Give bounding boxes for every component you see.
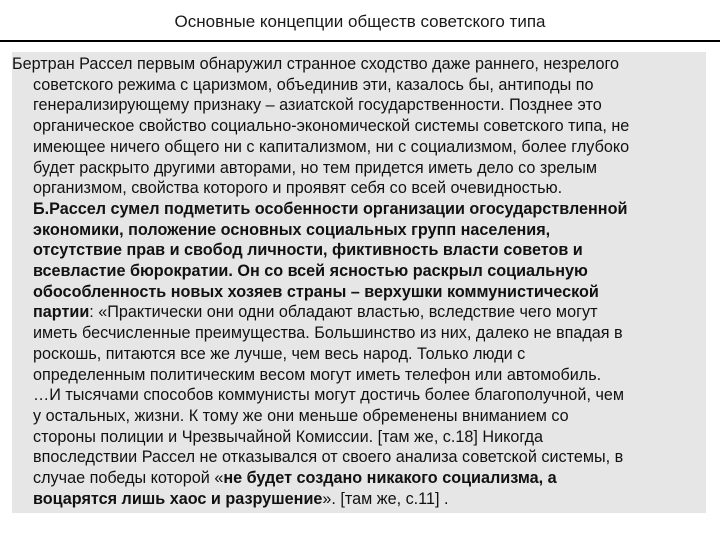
text-segment: генерализирующему признаку – азиатской государственности. Позднее это <box>33 96 602 115</box>
body-text <box>12 52 706 513</box>
text-line-22 <box>12 489 706 510</box>
text-line-7 <box>12 178 706 199</box>
text-segment: иметь бесчисленные преимущества. Большинство из них, далеко не впадая в <box>33 324 623 343</box>
title-divider <box>0 40 720 42</box>
text-line-2 <box>12 75 706 96</box>
bold-segment: обособленность новых хозяев страны – верхушки коммунистической <box>33 282 599 301</box>
text-line-18 <box>12 406 706 427</box>
text-line-3 <box>12 95 706 116</box>
text-line-6 <box>12 158 706 179</box>
text-segment: ». [там же, с.11] . <box>322 489 449 508</box>
text-segment: у остальных, жизни. К тому же они меньше обременены вниманием со <box>33 406 569 425</box>
text-line-13 <box>12 302 706 323</box>
text-line-4 <box>12 116 706 137</box>
text-segment: определенным политическим весом могут иметь телефон или автомобиль. <box>33 365 602 384</box>
text-segment: стороны полиции и Чрезвычайной Комиссии. [там же, с.18] Никогда <box>33 427 544 446</box>
text-segment: имеющее ничего общего ни с капитализмом, ни с социализмом, более глубоко <box>33 137 630 156</box>
text-line-8 <box>12 199 706 220</box>
slide-title: Основные концепции обществ советского типа <box>174 12 546 31</box>
text-segment: органическое свойство социально-экономической системы советского типа, не <box>33 117 630 136</box>
text-line-12 <box>12 282 706 303</box>
bold-segment: экономики, положение основных социальных групп населения, <box>33 220 551 239</box>
bold-segment: партии <box>33 303 90 322</box>
text-line-9 <box>12 220 706 241</box>
text-line-11 <box>12 261 706 282</box>
text-segment: Бертран Рассел первым обнаружил странное сходство даже раннего, незрелого <box>12 55 620 73</box>
text-line-10 <box>12 240 706 261</box>
text-segment: …И тысячами способов коммунисты могут достичь более благополучной, чем <box>33 386 625 405</box>
text-line-1 <box>12 54 706 75</box>
text-segment: случае победы которой « <box>33 469 224 488</box>
text-line-21 <box>12 468 706 489</box>
text-segment: роскошь, питаются все же лучше, чем весь народ. Только люди с <box>33 344 526 363</box>
bold-segment: отсутствие прав и свобод личности, фиктивность власти советов и <box>33 241 583 260</box>
bold-segment: всевластие бюрократии. Он со всей ясностью раскрыл социальную <box>33 262 588 281</box>
text-line-14 <box>12 323 706 344</box>
text-line-15 <box>12 344 706 365</box>
text-segment: советского режима с царизмом, объединив эти, казалось бы, антиподы по <box>33 75 594 94</box>
bold-segment: Б.Рассел сумел подметить особенности организации огосударствленной <box>33 199 628 218</box>
bold-segment: воцарятся лишь хаос и разрушение <box>33 489 323 508</box>
text-line-5 <box>12 137 706 158</box>
text-line-17 <box>12 385 706 406</box>
text-line-20 <box>12 447 706 468</box>
text-segment: впоследствии Рассел не отказывался от своего анализа советской системы, в <box>33 448 624 467</box>
text-segment: : «Практически они одни обладают властью, вследствие чего могут <box>89 303 598 322</box>
text-segment: будет раскрыто другими авторами, но тем придется иметь дело со зрелым <box>33 158 597 177</box>
text-segment: организмом, свойства которого и проявят себя со всей очевидностью. <box>33 179 563 198</box>
text-line-19 <box>12 427 706 448</box>
bold-segment: не будет создано никакого социализма, а <box>223 469 557 488</box>
text-line-16 <box>12 365 706 386</box>
